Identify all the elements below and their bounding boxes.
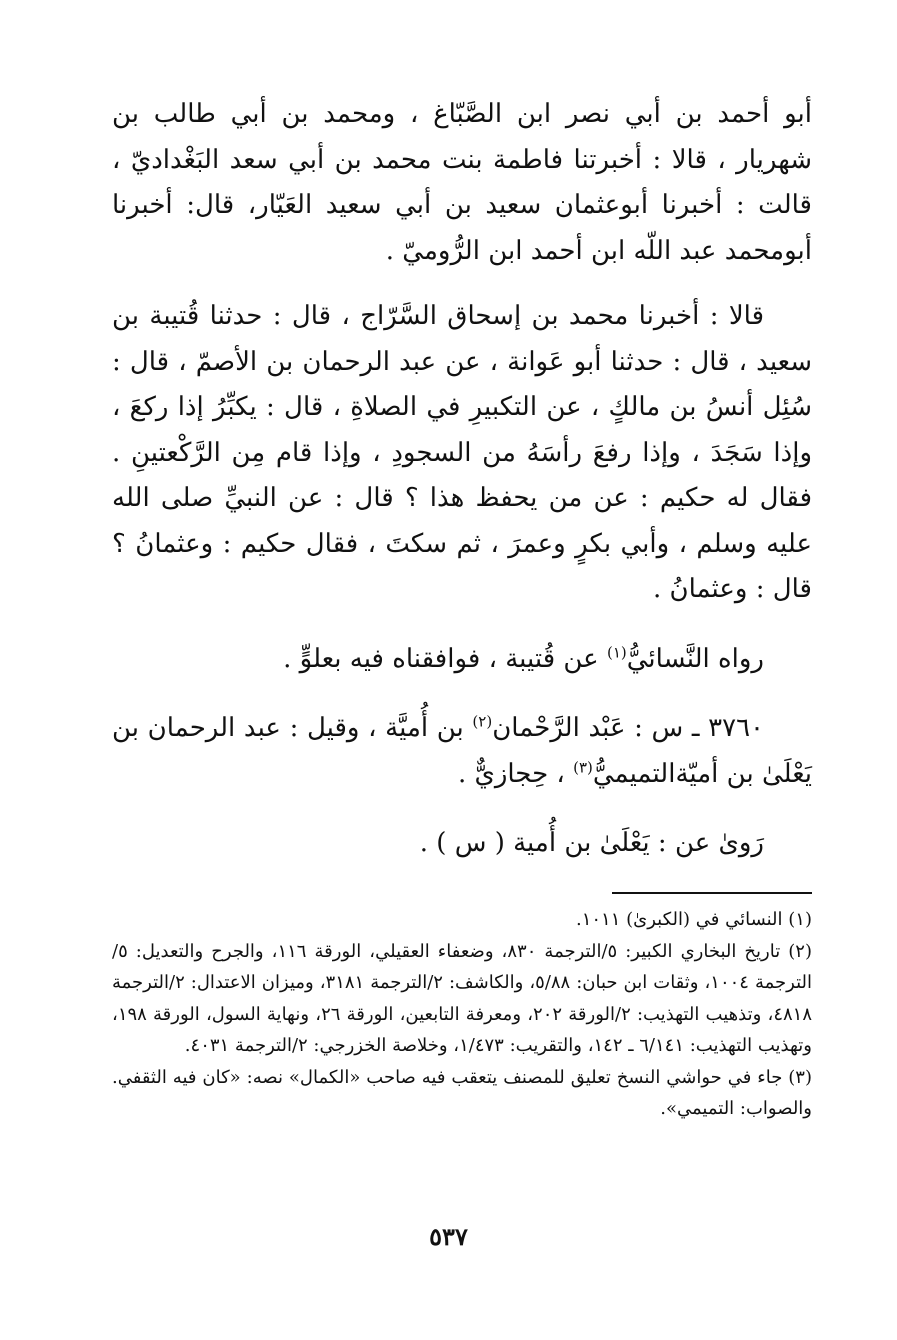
paragraph-narration	[112, 637, 812, 683]
footnote-3: (٣) جاء في حواشي النسخ تعليق للمصنف يتعقب فيه صاحب «الكمال» نصه: «كان فيه الثقفي. والصواب: التميمي».	[112, 1066, 812, 1119]
footnote-ref-1: (١)	[606, 642, 627, 661]
entry-text-end: ، حِجازيٌّ .	[457, 758, 574, 789]
page-number: ٥٣٧	[429, 1222, 468, 1251]
main-text	[112, 92, 812, 867]
paragraph-hadith: قالا : أخبرنا محمد بن إسحاق السَّرّاج ، قال : حدثنا قُتيبة بن سعيد ، قال : حدثنا أبو عَوانة ، عن عبد الرحمان بن الأصمّ ، قال : سُئِل أنسُ بن مالكٍ ، عن التكبيرِ في الصلاةِ ، قال : يكبِّرُ إذا ركعَ ، وإذا سَجَدَ ، وإذا رفعَ رأسَهُ من السجودِ ، وإذا قام مِن الرَّكْعتينِ . فقال له حكيم : عن من يحفظ هذا ؟ قال : عن النبيِّ صلى الله عليه وسلم ، وأبي بكرٍ وعمرَ ، ثم سكتَ ، فقال حكيم : وعثمانُ ؟ قال : وعثمانُ .	[112, 301, 812, 604]
entry-text: بن أُميَّة ، وقيل : عبد الرحمان بن يَعْلَىٰ بن أميّةالتميميُّ	[112, 713, 812, 789]
paragraph-biography-entry	[112, 706, 812, 797]
paragraph-narrated-from: رَوىٰ عن : يَعْلَىٰ بن أُمية ( س ) .	[419, 828, 764, 858]
paragraph-chain-of-transmission: أبو أحمد بن أبي نصر ابن الصَّبّاغ ، ومحمد بن أبي طالب بن شهريار ، قالا : أخبرتنا فاطمة بنت محمد بن أبي سعد البَغْداديّ ، قالت : أخبرنا أبوعثمان سعيد بن أبي سعيد العَيّار، قال: أخبرنا أبومحمد عبد اللّه ابن أحمد ابن الرُّوميّ .	[112, 99, 812, 266]
footnote-divider	[612, 892, 812, 894]
footnote-ref-3: (٣)	[573, 757, 593, 776]
narration-text-continued: عن قُتيبة ، فوافقناه فيه بعلوٍّ .	[283, 643, 607, 674]
footnote-2: (٢) تاريخ البخاري الكبير: ٥/الترجمة ٨٣٠، وضعفاء العقيلي، الورقة ١١٦، والجرح والتعديل: ٥/الترجمة ١٠٠٤، وثقات ابن حبان: ٥/٨٨، والكاشف: ٢/الترجمة ٣١٨١، وميزان الاعتدال: ٢/الترجمة ٤٨١٨، وتذهيب التهذيب: ٢/الورقة ٢٠٢، ومعرفة التابعين، الورقة ٢٦، ونهاية السول، الورقة ١٩٨، وتهذيب التهذيب: ٦/١٤١ ـ ١٤٢، والتقريب: ١/٤٧٣، وخلاصة الخزرجي: ٢/الترجمة ٤٠٣١.	[112, 940, 812, 1056]
footnotes	[112, 904, 812, 1125]
footnote-ref-2: (٢)	[472, 712, 493, 731]
entry-heading: ٣٧٦٠ ـ س : عَبْد الرَّحْمان	[492, 713, 764, 743]
footnote-1: (١) النسائي في (الكبرىٰ) ١٠١١.	[575, 909, 812, 930]
narration-text: رواه النَّسائيُّ	[626, 643, 764, 674]
